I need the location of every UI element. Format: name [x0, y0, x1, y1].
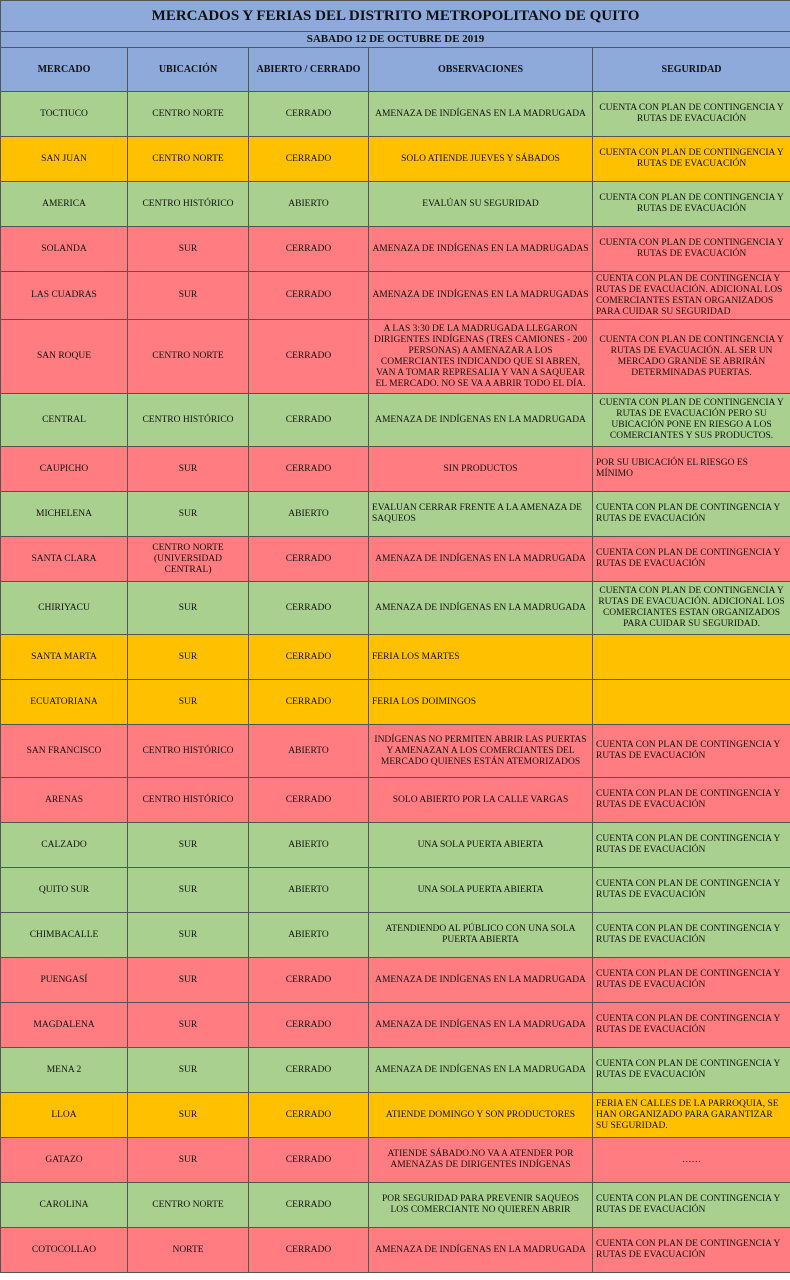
- location-cell: SUR: [128, 913, 249, 958]
- security-cell: [593, 635, 790, 680]
- status-cell: ABIERTO: [249, 182, 369, 227]
- security-cell: CUENTA CON PLAN DE CONTINGENCIA Y RUTAS DE EVACUACIÓN: [593, 823, 790, 868]
- security-cell: CUENTA CON PLAN DE CONTINGENCIA Y RUTAS DE EVACUACIÓN: [593, 537, 790, 582]
- security-cell: POR SU UBICACIÓN EL RIESGO ES MÍNIMO: [593, 447, 790, 492]
- status-cell: CERRADO: [249, 582, 369, 635]
- observations-cell: EVALÚAN SU SEGURIDAD: [369, 182, 593, 227]
- location-cell: CENTRO HISTÓRICO: [128, 182, 249, 227]
- location-cell: SUR: [128, 272, 249, 320]
- status-cell: ABIERTO: [249, 868, 369, 913]
- observations-cell: FERIA LOS DOIMINGOS: [369, 680, 593, 725]
- location-cell: SUR: [128, 1048, 249, 1093]
- observations-cell: ATIENDE SÁBADO.NO VA A ATENDER POR AMENAZAS DE DIRIGENTES INDÍGENAS: [369, 1138, 593, 1183]
- table-row: [1, 868, 790, 913]
- status-cell: CERRADO: [249, 1183, 369, 1228]
- page-title: MERCADOS Y FERIAS DEL DISTRITO METROPOLITANO DE QUITO: [1, 1, 790, 32]
- status-cell: CERRADO: [249, 227, 369, 272]
- table-row: [1, 92, 790, 137]
- security-cell: CUENTA CON PLAN DE CONTINGENCIA Y RUTAS DE EVACUACIÓN: [593, 137, 790, 182]
- observations-cell: AMENAZA DE INDÍGENAS EN LA MADRUGADA: [369, 1003, 593, 1048]
- observations-cell: SIN PRODUCTOS: [369, 447, 593, 492]
- table-row: [1, 1003, 790, 1048]
- security-cell: CUENTA CON PLAN DE CONTINGENCIA Y RUTAS DE EVACUACIÓN. AL SER UN MERCADO GRANDE SE ABRIRÁN DETERMINADAS PUERTAS.: [593, 320, 790, 394]
- security-cell: CUENTA CON PLAN DE CONTINGENCIA Y RUTAS DE EVACUACIÓN: [593, 1228, 790, 1273]
- market-cell: CAROLINA: [1, 1183, 128, 1228]
- observations-cell: AMENAZA DE INDÍGENAS EN LA MADRUGADA: [369, 1228, 593, 1273]
- table-row: [1, 778, 790, 823]
- location-cell: SUR: [128, 447, 249, 492]
- market-cell: AMERICA: [1, 182, 128, 227]
- location-cell: SUR: [128, 680, 249, 725]
- status-cell: CERRADO: [249, 635, 369, 680]
- observations-cell: AMENAZA DE INDÍGENAS EN LA MADRUGADAS: [369, 272, 593, 320]
- status-cell: CERRADO: [249, 320, 369, 394]
- market-cell: CENTRAL: [1, 394, 128, 447]
- observations-cell: ATENDIENDO AL PÚBLICO CON UNA SOLA PUERTA ABIERTA: [369, 913, 593, 958]
- status-cell: CERRADO: [249, 958, 369, 1003]
- table-row: [1, 635, 790, 680]
- table-row: [1, 680, 790, 725]
- market-cell: MENA 2: [1, 1048, 128, 1093]
- observations-cell: AMENAZA DE INDÍGENAS EN LA MADRUGADA: [369, 394, 593, 447]
- security-cell: ……: [593, 1138, 790, 1183]
- market-cell: SAN FRANCISCO: [1, 725, 128, 778]
- market-cell: CHIMBACALLE: [1, 913, 128, 958]
- observations-cell: AMENAZA DE INDÍGENAS EN LA MADRUGADA: [369, 92, 593, 137]
- market-cell: QUITO SUR: [1, 868, 128, 913]
- status-cell: CERRADO: [249, 92, 369, 137]
- market-cell: SANTA CLARA: [1, 537, 128, 582]
- market-cell: SANTA MARTA: [1, 635, 128, 680]
- observations-cell: SOLO ATIENDE JUEVES Y SÁBADOS: [369, 137, 593, 182]
- market-cell: TOCTIUCO: [1, 92, 128, 137]
- security-cell: CUENTA CON PLAN DE CONTINGENCIA Y RUTAS DE EVACUACIÓN: [593, 868, 790, 913]
- security-cell: CUENTA CON PLAN DE CONTINGENCIA Y RUTAS DE EVACUACIÓN: [593, 227, 790, 272]
- status-cell: CERRADO: [249, 1138, 369, 1183]
- market-cell: SOLANDA: [1, 227, 128, 272]
- security-cell: CUENTA CON PLAN DE CONTINGENCIA Y RUTAS DE EVACUACIÓN: [593, 492, 790, 537]
- location-cell: SUR: [128, 868, 249, 913]
- status-cell: CERRADO: [249, 778, 369, 823]
- location-cell: SUR: [128, 1093, 249, 1138]
- observations-cell: AMENAZA DE INDÍGENAS EN LA MADRUGADA: [369, 958, 593, 1003]
- market-cell: LAS CUADRAS: [1, 272, 128, 320]
- table-row: [1, 1138, 790, 1183]
- status-cell: ABIERTO: [249, 913, 369, 958]
- market-cell: ECUATORIANA: [1, 680, 128, 725]
- market-cell: SAN JUAN: [1, 137, 128, 182]
- table-row: [1, 958, 790, 1003]
- table-row: [1, 823, 790, 868]
- market-cell: CHIRIYACU: [1, 582, 128, 635]
- status-cell: CERRADO: [249, 137, 369, 182]
- market-cell: GATAZO: [1, 1138, 128, 1183]
- status-cell: CERRADO: [249, 537, 369, 582]
- location-cell: CENTRO NORTE (UNIVERSIDAD CENTRAL): [128, 537, 249, 582]
- security-cell: CUENTA CON PLAN DE CONTINGENCIA Y RUTAS DE EVACUACIÓN: [593, 1003, 790, 1048]
- location-cell: CENTRO NORTE: [128, 92, 249, 137]
- market-cell: CAUPICHO: [1, 447, 128, 492]
- table-row: [1, 1048, 790, 1093]
- security-cell: CUENTA CON PLAN DE CONTINGENCIA Y RUTAS DE EVACUACIÓN: [593, 92, 790, 137]
- status-cell: CERRADO: [249, 447, 369, 492]
- status-cell: CERRADO: [249, 1093, 369, 1138]
- column-header-status: ABIERTO / CERRADO: [249, 48, 369, 92]
- market-cell: ARENAS: [1, 778, 128, 823]
- observations-cell: POR SEGURIDAD PARA PREVENIR SAQUEOS LOS COMERCIANTE NO QUIEREN ABRIR: [369, 1183, 593, 1228]
- status-cell: CERRADO: [249, 394, 369, 447]
- status-cell: CERRADO: [249, 680, 369, 725]
- location-cell: CENTRO NORTE: [128, 320, 249, 394]
- status-cell: CERRADO: [249, 272, 369, 320]
- security-cell: CUENTA CON PLAN DE CONTINGENCIA Y RUTAS DE EVACUACIÓN: [593, 1183, 790, 1228]
- table-row: [1, 1228, 790, 1273]
- location-cell: CENTRO HISTÓRICO: [128, 394, 249, 447]
- location-cell: SUR: [128, 1138, 249, 1183]
- market-cell: PUENGASÍ: [1, 958, 128, 1003]
- table-row: [1, 447, 790, 492]
- status-cell: CERRADO: [249, 1228, 369, 1273]
- observations-cell: AMENAZA DE INDÍGENAS EN LA MADRUGADA: [369, 1048, 593, 1093]
- column-header-security: SEGURIDAD: [593, 48, 790, 92]
- status-cell: ABIERTO: [249, 492, 369, 537]
- observations-cell: ATIENDE DOMINGO Y SON PRODUCTORES: [369, 1093, 593, 1138]
- table-row: [1, 1093, 790, 1138]
- table-row: [1, 492, 790, 537]
- observations-cell: UNA SOLA PUERTA ABIERTA: [369, 868, 593, 913]
- column-header-observations: OBSERVACIONES: [369, 48, 593, 92]
- security-cell: CUENTA CON PLAN DE CONTINGENCIA Y RUTAS DE EVACUACIÓN: [593, 1048, 790, 1093]
- table-row: [1, 537, 790, 582]
- market-cell: COTOCOLLAO: [1, 1228, 128, 1273]
- security-cell: CUENTA CON PLAN DE CONTINGENCIA Y RUTAS DE EVACUACIÓN PERO SU UBICACIÓN PONE EN RIESGO A LOS COMERCIANTES Y SUS PRODUCTOS.: [593, 394, 790, 447]
- report-date: SABADO 12 DE OCTUBRE DE 2019: [1, 32, 790, 48]
- location-cell: SUR: [128, 958, 249, 1003]
- table-row: [1, 227, 790, 272]
- market-cell: MAGDALENA: [1, 1003, 128, 1048]
- column-header-market: MERCADO: [1, 48, 128, 92]
- security-cell: [593, 680, 790, 725]
- table-row: [1, 725, 790, 778]
- status-cell: ABIERTO: [249, 725, 369, 778]
- observations-cell: AMENAZA DE INDÍGENAS EN LA MADRUGADAS: [369, 227, 593, 272]
- table-body: [1, 92, 790, 1273]
- column-header-location: UBICACIÓN: [128, 48, 249, 92]
- table-row: [1, 913, 790, 958]
- location-cell: NORTE: [128, 1228, 249, 1273]
- status-cell: CERRADO: [249, 1048, 369, 1093]
- location-cell: SUR: [128, 1003, 249, 1048]
- table-row: [1, 394, 790, 447]
- security-cell: CUENTA CON PLAN DE CONTINGENCIA Y RUTAS DE EVACUACIÓN: [593, 182, 790, 227]
- table-row: [1, 582, 790, 635]
- table-row: [1, 1183, 790, 1228]
- security-cell: CUENTA CON PLAN DE CONTINGENCIA Y RUTAS DE EVACUACIÓN. ADICIONAL LOS COMERCIANTES ESTAN ORGANIZADOS PARA CUIDAR SU SEGURIDAD: [593, 272, 790, 320]
- market-cell: CALZADO: [1, 823, 128, 868]
- observations-cell: AMENAZA DE INDÍGENAS EN LA MADRUGADA: [369, 537, 593, 582]
- observations-cell: UNA SOLA PUERTA ABIERTA: [369, 823, 593, 868]
- market-cell: SAN ROQUE: [1, 320, 128, 394]
- table-row: [1, 272, 790, 320]
- location-cell: SUR: [128, 635, 249, 680]
- security-cell: CUENTA CON PLAN DE CONTINGENCIA Y RUTAS DE EVACUACIÓN: [593, 725, 790, 778]
- table-row: [1, 320, 790, 394]
- observations-cell: INDÍGENAS NO PERMITEN ABRIR LAS PUERTAS Y AMENAZAN A LOS COMERCIANTES DEL MERCADO QUIENES ESTÁN ATEMORIZADOS: [369, 725, 593, 778]
- table-row: [1, 137, 790, 182]
- location-cell: CENTRO NORTE: [128, 1183, 249, 1228]
- status-cell: CERRADO: [249, 1003, 369, 1048]
- location-cell: CENTRO HISTÓRICO: [128, 778, 249, 823]
- observations-cell: FERIA LOS MARTES: [369, 635, 593, 680]
- market-cell: MICHELENA: [1, 492, 128, 537]
- observations-cell: A LAS 3:30 DE LA MADRUGADA LLEGARON DIRIGENTES INDÍGENAS (TRES CAMIONES - 200 PERSONAS) A AMENAZAR A LOS COMERCIANTES INDICANDO QUE SI ABREN, VAN A TOMAR REPRESALIA Y VAN A SAQUEAR EL MERCADO. NO SE VA A ABRIR TODO EL DÍA.: [369, 320, 593, 394]
- security-cell: CUENTA CON PLAN DE CONTINGENCIA Y RUTAS DE EVACUACIÓN: [593, 958, 790, 1003]
- location-cell: SUR: [128, 582, 249, 635]
- status-cell: ABIERTO: [249, 823, 369, 868]
- observations-cell: SOLO ABIERTO POR LA CALLE VARGAS: [369, 778, 593, 823]
- location-cell: CENTRO NORTE: [128, 137, 249, 182]
- security-cell: CUENTA CON PLAN DE CONTINGENCIA Y RUTAS DE EVACUACIÓN: [593, 778, 790, 823]
- security-cell: FERIA EN CALLES DE LA PARROQUIA, SE HAN ORGANIZADO PARA GARANTIZAR SU SEGURIDAD.: [593, 1093, 790, 1138]
- location-cell: SUR: [128, 492, 249, 537]
- location-cell: SUR: [128, 227, 249, 272]
- security-cell: CUENTA CON PLAN DE CONTINGENCIA Y RUTAS DE EVACUACIÓN. ADICIONAL LOS COMERCIANTES ESTAN ORGANIZADOS PARA CUIDAR SU SEGURIDAD.: [593, 582, 790, 635]
- location-cell: SUR: [128, 823, 249, 868]
- location-cell: CENTRO HISTÓRICO: [128, 725, 249, 778]
- observations-cell: EVALUAN CERRAR FRENTE A LA AMENAZA DE SAQUEOS: [369, 492, 593, 537]
- observations-cell: AMENAZA DE INDÍGENAS EN LA MADRUGADA: [369, 582, 593, 635]
- security-cell: CUENTA CON PLAN DE CONTINGENCIA Y RUTAS DE EVACUACIÓN: [593, 913, 790, 958]
- table-row: [1, 182, 790, 227]
- market-cell: LLOA: [1, 1093, 128, 1138]
